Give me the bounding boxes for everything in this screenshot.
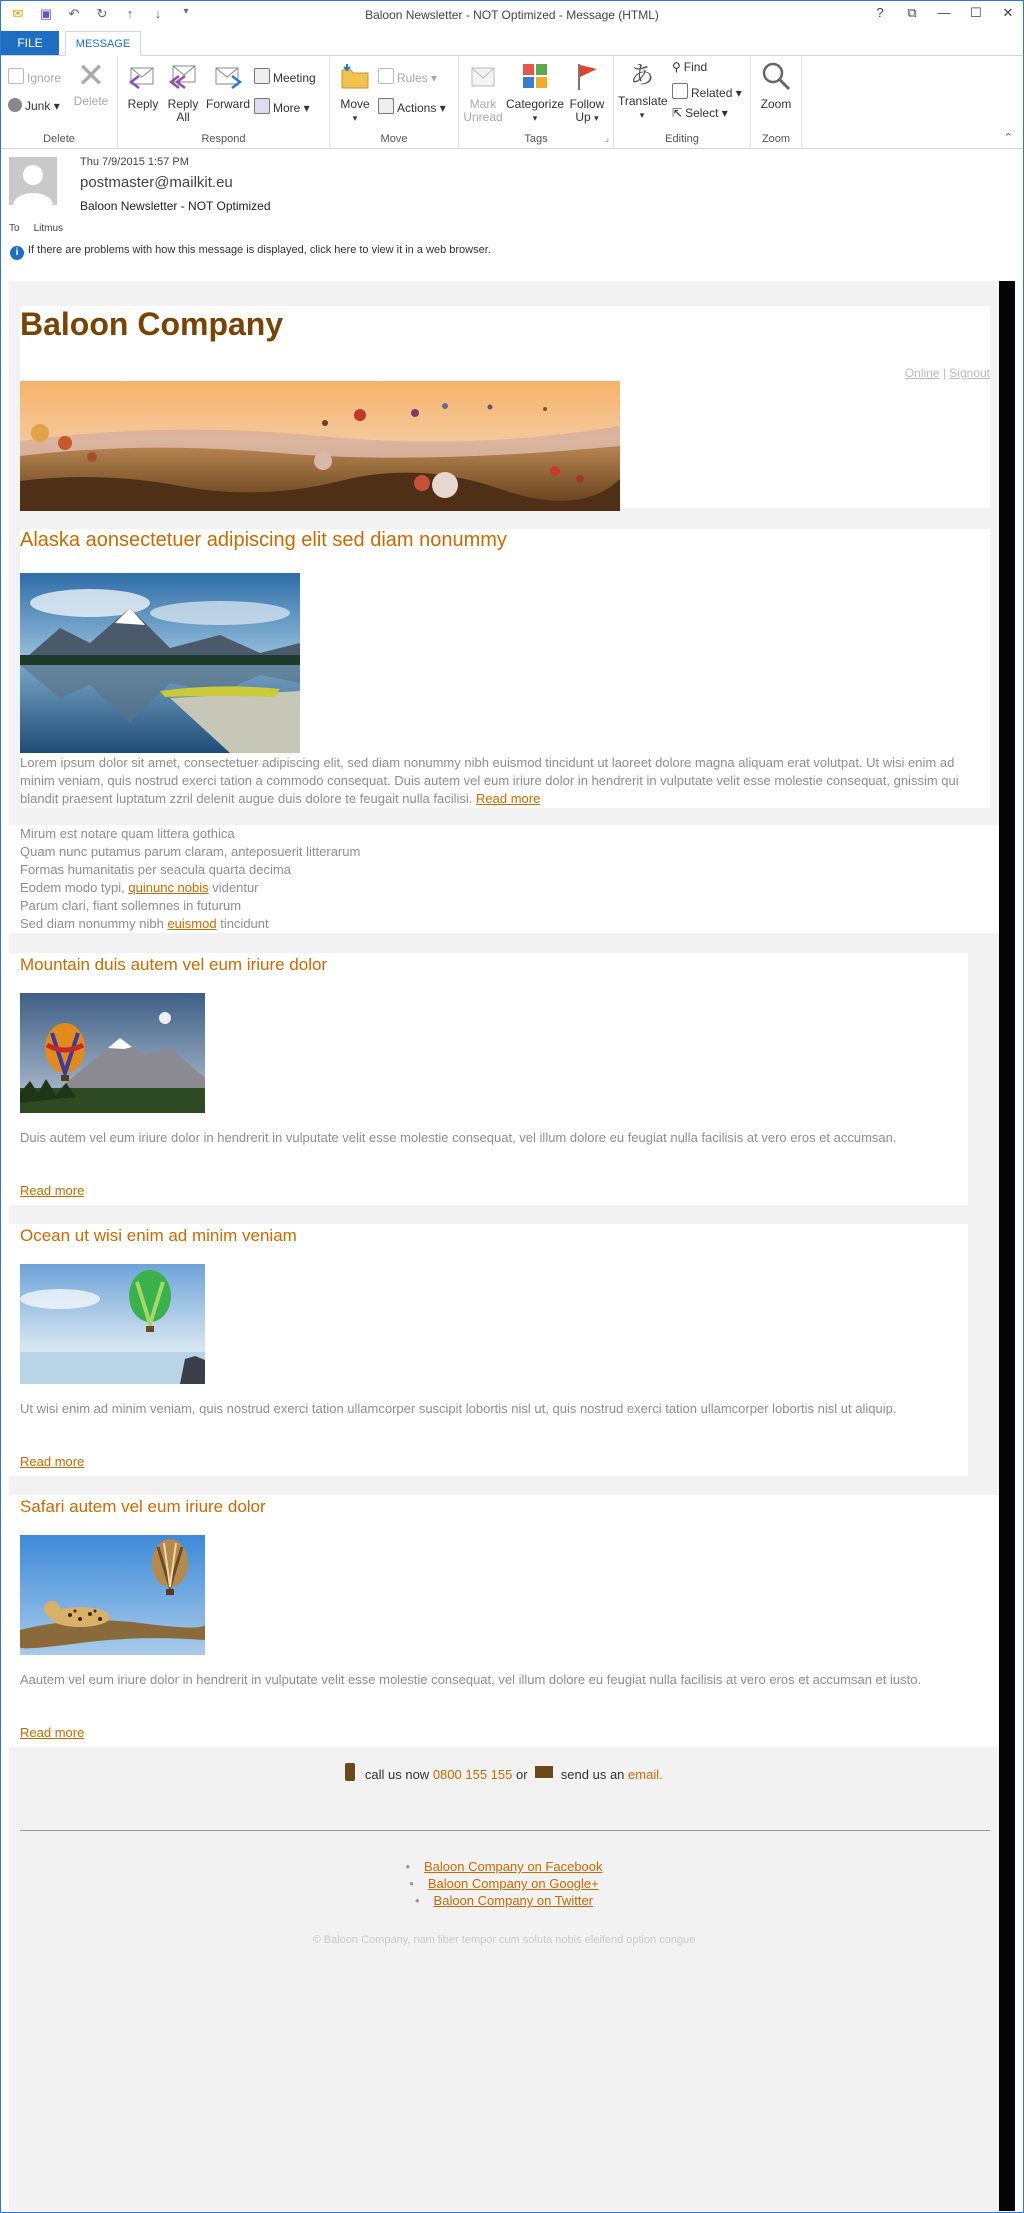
social-links xyxy=(9,1859,999,1910)
phone-icon xyxy=(345,1763,355,1781)
message-header xyxy=(1,149,1023,267)
info-icon: i xyxy=(10,246,24,260)
forward-icon xyxy=(212,60,244,92)
redo-icon[interactable]: ↻ xyxy=(96,6,108,21)
article-card-mountain xyxy=(9,953,968,1205)
footer-divider xyxy=(20,1830,990,1831)
window-title: Baloon Newsletter - NOT Optimized - Message (HTML) xyxy=(365,8,659,22)
group-label-respond: Respond xyxy=(201,133,246,145)
binoculars-icon: ⚲ xyxy=(672,60,681,74)
group-label-delete: Delete xyxy=(43,133,75,145)
ribbon-group-delete xyxy=(1,56,118,148)
quinunc-nobis-link[interactable]: quinunc nobis xyxy=(128,880,209,895)
list-line-3: Formas humanitatis per seacula quarta decima xyxy=(20,862,291,877)
alaska-lake-image xyxy=(20,573,300,753)
delete-button[interactable]: ✕ Delete xyxy=(73,57,109,108)
calendar-icon xyxy=(254,68,270,84)
ribbon-group-editing xyxy=(614,56,751,148)
list-line-5: Parum clari, fiant sollemnes in futurum xyxy=(20,898,242,913)
article-text-mountain: Duis autem vel eum iriure dolor in hendrerit in vulputate velit esse molestie consequat, vel illum dolore eu feugiat nulla facilisis at vero eros et accumsan. xyxy=(20,1130,897,1145)
facebook-link[interactable]: Baloon Company on Facebook xyxy=(424,1859,603,1874)
article-title-safari: Safari autem vel eum iriure dolor xyxy=(20,1497,266,1516)
title-bar xyxy=(1,1,1023,31)
group-label-move: Move xyxy=(380,133,408,145)
article-title-ocean: Ocean ut wisi enim ad minim veniam xyxy=(20,1226,297,1245)
mark-unread-icon xyxy=(467,60,499,92)
recipient-name[interactable]: Litmus xyxy=(33,223,64,234)
customize-toolbar-icon[interactable]: ▾ xyxy=(183,6,189,17)
select-button[interactable]: ⇱ Select ▾ xyxy=(672,106,728,120)
link-separator: | xyxy=(942,366,946,380)
close-button[interactable]: ✕ xyxy=(1002,5,1014,20)
ribbon-group-zoom xyxy=(751,56,802,148)
actions-icon xyxy=(378,98,394,114)
sender-address[interactable]: postmaster@mailkit.eu xyxy=(80,174,233,191)
twitter-link[interactable]: Baloon Company on Twitter xyxy=(433,1893,594,1908)
top-links xyxy=(905,366,990,380)
to-label: To xyxy=(9,223,20,234)
phone-number[interactable]: 0800 155 155 xyxy=(432,1767,513,1782)
undo-icon[interactable]: ↶ xyxy=(68,6,80,21)
junk-icon xyxy=(8,98,22,112)
more-icon xyxy=(254,98,270,114)
or-text: or xyxy=(515,1767,528,1782)
article-text-ocean: Ut wisi enim ad minim veniam, quis nostrud exerci tation ullamcorper suscipit lobortis nisl ut, quis nostrud exerci tation ullamcorper lobortis nisl ut aliquip. xyxy=(20,1401,897,1416)
cursor-icon: ⇱ xyxy=(672,106,683,120)
junk-button[interactable]: Junk ▾ xyxy=(8,98,60,113)
article-text-safari: Aautem vel eum iriure dolor in hendrerit in vulputate velit esse molestie consequat, vel illum dolore eu feugiat nulla facilisis at vero eros et accumsan et iusto. xyxy=(20,1672,922,1687)
up-arrow-icon[interactable]: ↑ xyxy=(126,6,134,21)
reply-all-icon xyxy=(167,60,199,92)
safari-leopard-image xyxy=(20,1535,205,1655)
down-arrow-icon[interactable]: ↓ xyxy=(154,6,162,21)
save-icon[interactable]: ▣ xyxy=(39,6,53,21)
maximize-button[interactable]: ☐ xyxy=(970,5,982,20)
folder-move-icon xyxy=(339,60,371,92)
link-list-card xyxy=(9,825,999,933)
ribbon-display-button[interactable]: ⧉ xyxy=(907,5,917,20)
ocean-balloon-image xyxy=(20,1264,205,1384)
social-item-google: • Baloon Company on Google+ xyxy=(409,1876,599,1891)
mark-unread-button[interactable]: Mark Unread xyxy=(463,60,503,124)
related-button[interactable]: Related ▾ xyxy=(672,83,742,100)
brand-title: Baloon Company xyxy=(20,306,284,342)
text-list xyxy=(20,825,980,933)
infobar-text: If there are problems with how this message is displayed, click here to view it in a web browser. xyxy=(28,244,491,256)
google-plus-link[interactable]: Baloon Company on Google+ xyxy=(427,1876,599,1891)
euismod-link[interactable]: euismod xyxy=(167,916,217,931)
delete-x-icon: ✕ xyxy=(76,57,106,95)
mail-icon: ✉ xyxy=(12,6,24,21)
social-item-facebook: • Baloon Company on Facebook xyxy=(405,1859,603,1874)
online-link[interactable]: Online xyxy=(904,366,940,380)
message-date: Thu 7/9/2015 1:57 PM xyxy=(80,156,189,168)
mountain-balloon-image xyxy=(20,993,205,1113)
zoom-button[interactable]: Zoom xyxy=(757,60,795,111)
copyright-text: © Baloon Company, nam liber tempor cum soluta nobis eleifend option congue xyxy=(312,1934,696,1946)
ribbon-group-respond xyxy=(118,56,330,148)
email-body xyxy=(9,281,999,2211)
collapse-ribbon-icon[interactable]: ⌃ xyxy=(1003,132,1013,144)
reply-all-button[interactable]: Reply All xyxy=(164,60,202,124)
tab-file[interactable]: FILE xyxy=(1,31,59,55)
ribbon xyxy=(1,56,1023,149)
avatar xyxy=(9,157,57,205)
group-label-tags: Tags xyxy=(524,133,548,145)
article-text-alaska: Lorem ipsum dolor sit amet, consectetuer adipiscing elit, sed diam nonummy nibh euismod tincidunt ut laoreet dolore magna aliquam erat volutpat. Ut wisi enim ad minim veniam, quis nostrud exerci tation a commodo consequat. Duis autem vel eum iriure dolor in hendrerit in vulputate velit esse molestie consequat, gnissim qui blandit praesent luptatum zzril delenit augue duis dolore te feugait nulla facilisi. Read more xyxy=(20,755,959,806)
translate-icon: あ xyxy=(630,62,654,89)
group-label-zoom: Zoom xyxy=(761,133,791,145)
footer-contact xyxy=(9,1763,999,1782)
list-line-4: Eodem modo typi, quinunc nobis videntur xyxy=(20,880,259,895)
tags-dialog-launcher[interactable]: ⌟ xyxy=(604,133,609,143)
read-more-ocean-link[interactable]: Read more xyxy=(20,1454,85,1469)
magnifier-icon xyxy=(760,60,792,92)
list-line-6: Sed diam nonummy nibh euismod tincidunt xyxy=(20,916,269,931)
actions-button[interactable]: Actions ▾ xyxy=(378,98,446,115)
tab-message[interactable]: MESSAGE xyxy=(65,31,141,56)
read-more-mountain-link[interactable]: Read more xyxy=(20,1183,85,1198)
recipient-line xyxy=(9,223,63,234)
article-title-alaska: Alaska aonsectetuer adipiscing elit sed diam nonummy xyxy=(20,529,507,551)
minimize-button[interactable]: — xyxy=(937,5,951,20)
move-button[interactable]: Move ▾ xyxy=(336,60,374,125)
article-card-alaska xyxy=(20,529,990,808)
article-title-mountain: Mountain duis autem vel eum iriure dolor xyxy=(20,955,328,974)
article-card-safari xyxy=(9,1495,999,1747)
reply-icon xyxy=(127,60,159,92)
ribbon-tabs xyxy=(1,31,1023,56)
hero-balloons-image xyxy=(20,381,620,511)
help-button[interactable]: ? xyxy=(876,5,884,20)
follow-up-button[interactable]: Follow Up ▾ xyxy=(567,60,607,125)
signout-link[interactable]: Signout xyxy=(949,366,990,380)
read-more-alaska-link[interactable]: Read more xyxy=(476,791,541,806)
person-icon xyxy=(9,157,57,205)
categorize-icon xyxy=(519,60,551,92)
categorize-button[interactable]: Categorize ▾ xyxy=(505,60,565,125)
find-button[interactable]: ⚲ Find xyxy=(672,60,708,74)
translate-button[interactable]: あ Translate ▾ xyxy=(618,62,668,120)
article-card-ocean xyxy=(9,1224,968,1476)
more-button[interactable]: More ▾ xyxy=(254,98,310,115)
message-subject: Baloon Newsletter - NOT Optimized xyxy=(80,199,271,213)
infobar[interactable] xyxy=(10,244,491,260)
related-icon xyxy=(672,83,688,99)
flag-icon xyxy=(571,60,603,92)
ignore-button[interactable]: Ignore xyxy=(8,68,61,85)
meeting-button[interactable]: Meeting xyxy=(254,68,316,85)
list-line-1: Mirum est notare quam littera gothica xyxy=(20,826,235,841)
group-label-editing: Editing xyxy=(665,133,699,145)
read-more-safari-link[interactable]: Read more xyxy=(20,1725,85,1740)
ignore-icon xyxy=(8,68,24,84)
call-text: call us now xyxy=(364,1767,430,1782)
envelope-icon xyxy=(535,1766,553,1778)
rules-button[interactable]: Rules ▾ xyxy=(378,68,437,85)
rules-icon xyxy=(378,68,394,84)
email-link[interactable]: email. xyxy=(628,1767,663,1782)
ribbon-group-tags xyxy=(459,56,614,148)
vertical-scrollbar[interactable] xyxy=(999,281,1015,2211)
social-item-twitter: • Baloon Company on Twitter xyxy=(414,1893,594,1908)
newsletter-header xyxy=(20,306,990,508)
list-line-2: Quam nunc putamus parum claram, anteposuerit litterarum xyxy=(20,844,361,859)
reply-button[interactable]: Reply xyxy=(124,60,162,111)
ribbon-group-move xyxy=(330,56,459,148)
send-text: send us an xyxy=(560,1767,625,1782)
window-controls xyxy=(871,5,1017,21)
forward-button[interactable]: Forward xyxy=(204,60,252,111)
